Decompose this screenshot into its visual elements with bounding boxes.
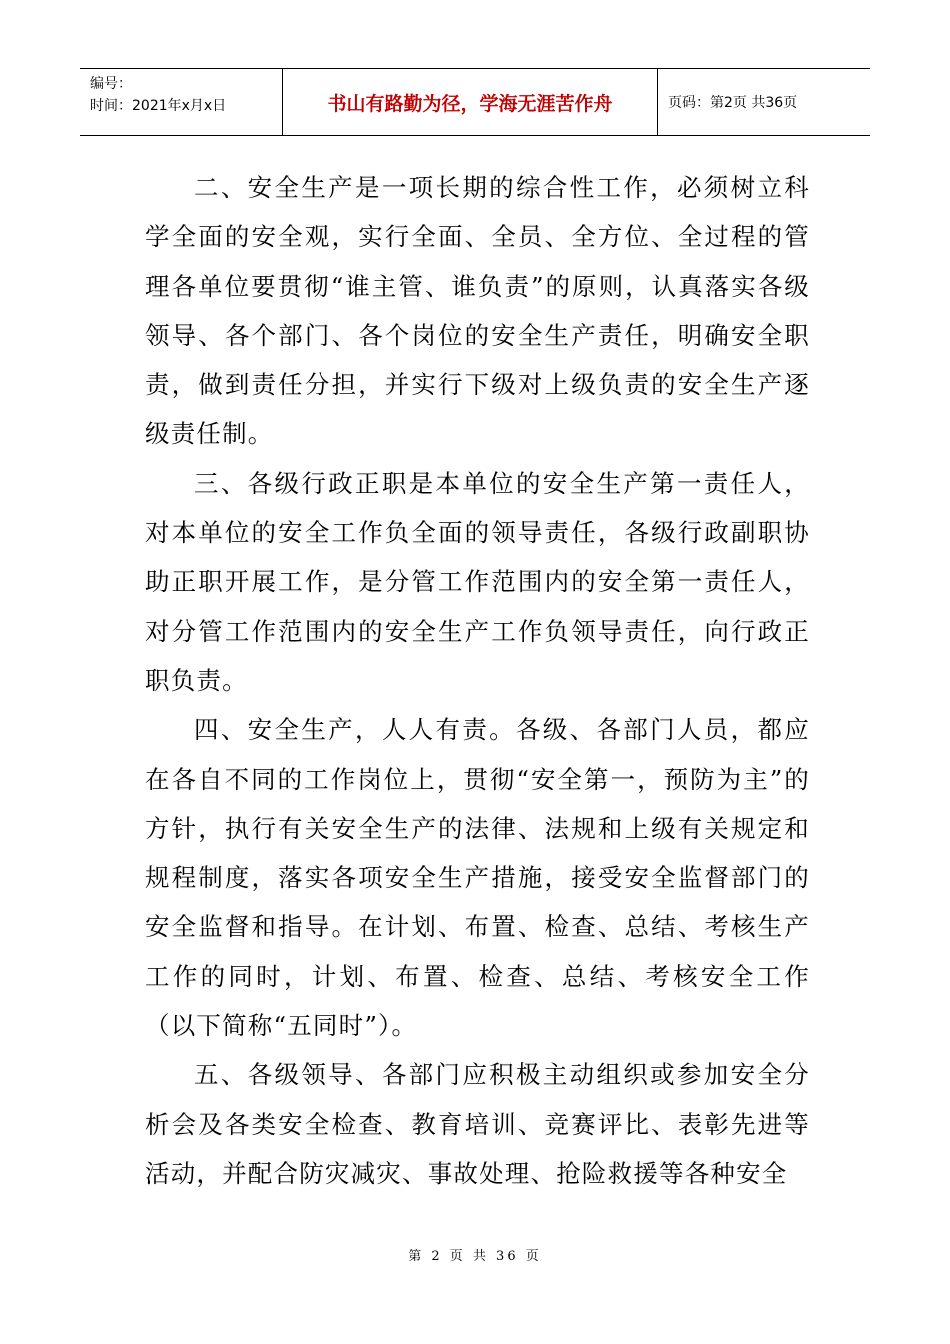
header-motto: 书山有路勤为径，学海无涯苦作舟 [327,92,613,115]
document-body [145,163,810,1198]
paragraph-2: 二、安全生产是一项长期的综合性工作，必须树立科学全面的安全观，实行全面、全员、全方位、全过程的管理各单位要贯彻“谁主管、谁负责”的原则，认真落实各级领导、各个部门、各个岗位的安全生产责任，明确安全职责，做到责任分担，并实行下级对上级负责的安全生产逐级责任制。 [145,173,810,449]
header-meta [80,69,282,135]
header-page-info-cell [658,69,870,135]
page-footer: 第 2 页 共 36 页 [408,1249,542,1264]
paragraph-5: 五、各级领导、各部门应积极主动组织或参加安全分析会及各类安全检查、教育培训、竞赛评比、表彰先进等活动，并配合防灾减灾、事故处理、抢险救援等各种安全 [145,1060,810,1188]
document-time-label: 时间：2021年x月x日 [90,98,227,114]
header-motto-cell [282,69,658,135]
page-header [80,68,870,136]
paragraph-4: 四、安全生产，人人有责。各级、各部门人员，都应在各自不同的工作岗位上，贯彻“安全第一，预防为主”的方针，执行有关安全生产的法律、法规和上级有关规定和规程制度，落实各项安全生产措施，接受安全监督部门的安全监督和指导。在计划、布置、检查、总结、考核生产工作的同时，计划、布置、检查、总结、考核安全工作（以下简称“五同时”）。 [145,715,810,1041]
header-page-info: 页码：第2页 共36页 [668,95,798,111]
document-number-label: 编号： [90,76,132,92]
paragraph-3: 三、各级行政正职是本单位的安全生产第一责任人，对本单位的安全工作负全面的领导责任，各级行政副职协助正职开展工作，是分管工作范围内的安全第一责任人，对分管工作范围内的安全生产工作负领导责任，向行政正职负责。 [145,468,810,695]
